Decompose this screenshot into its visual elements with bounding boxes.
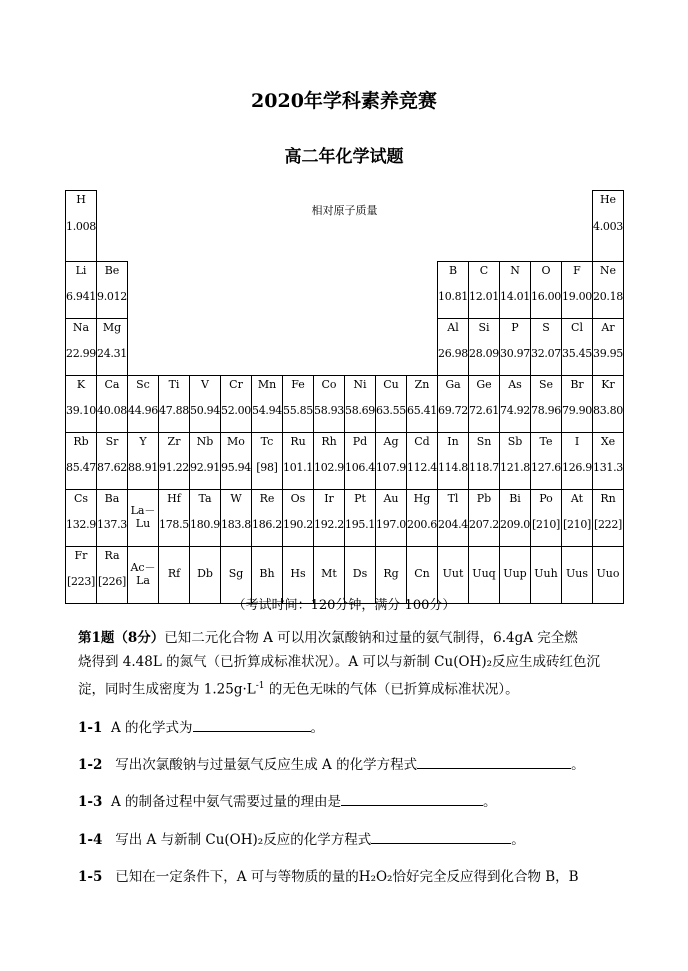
element-mass: 12.01 <box>469 290 499 304</box>
subquestion-1-4 <box>78 828 638 848</box>
element-mass: 131.3 <box>593 461 623 475</box>
element-symbol: Na <box>72 320 90 334</box>
subquestion-text: 写出次氯酸钠与过量氨气反应生成 A 的化学方程式 <box>115 757 418 773</box>
element-symbol: O <box>541 263 551 277</box>
element-mass: 26.98 <box>438 347 468 361</box>
element-symbol: Zn <box>414 377 430 391</box>
element-cell <box>128 489 159 546</box>
element-mass: 55.85 <box>283 404 313 418</box>
element-symbol: Cr <box>229 377 243 391</box>
element-symbol: In <box>447 434 459 448</box>
element-symbol: Rh <box>321 434 337 448</box>
element-symbol: Au <box>383 491 399 505</box>
element-symbol: Mo <box>227 434 245 448</box>
element-cell <box>531 432 562 489</box>
element-mass: 14.01 <box>500 290 530 304</box>
element-cell <box>438 432 469 489</box>
element-cell <box>500 261 531 318</box>
periodic-table <box>65 190 624 604</box>
answer-blank[interactable] <box>371 829 511 844</box>
element-symbol: Rn <box>600 491 616 505</box>
element-symbol: Tc <box>260 434 274 448</box>
element-cell <box>531 318 562 375</box>
element-symbol: Hf <box>167 491 181 505</box>
element-symbol: Uuh <box>534 567 558 581</box>
element-mass: 87.62 <box>97 461 127 475</box>
element-symbol: Hg <box>413 491 431 505</box>
element-symbol: H <box>76 193 86 206</box>
element-mass: [223] <box>66 575 96 589</box>
element-symbol: Db <box>197 567 213 581</box>
element-mass: 178.5 <box>159 518 189 532</box>
element-cell <box>593 191 624 262</box>
element-symbol: Ru <box>290 434 306 448</box>
element-symbol: Cs <box>73 491 89 505</box>
element-cell <box>593 432 624 489</box>
element-symbol: Mn <box>257 377 277 391</box>
element-symbol: La－Lu <box>130 503 156 530</box>
element-mass: 126.9 <box>562 461 592 475</box>
element-cell <box>562 489 593 546</box>
element-mass: 204.4 <box>438 518 468 532</box>
element-cell <box>469 432 500 489</box>
element-cell <box>376 489 407 546</box>
element-cell <box>407 375 438 432</box>
element-symbol: Si <box>478 320 490 334</box>
element-cell <box>66 261 97 318</box>
element-symbol: Xe <box>600 434 616 448</box>
element-mass: [222] <box>593 518 623 532</box>
element-cell <box>97 432 128 489</box>
element-symbol: Sc <box>136 377 150 391</box>
element-cell <box>562 375 593 432</box>
element-mass: [98] <box>256 461 278 475</box>
element-symbol: Ta <box>198 491 212 505</box>
element-mass: 28.09 <box>469 347 499 361</box>
element-cell <box>531 375 562 432</box>
element-cell <box>283 489 314 546</box>
element-cell <box>438 375 469 432</box>
question-1-line3a: 淀，同时生成密度为 1.25g·L <box>78 681 256 698</box>
element-cell <box>252 375 283 432</box>
element-symbol: Sg <box>228 567 244 581</box>
element-mass: 112.4 <box>407 461 437 475</box>
element-mass: 200.6 <box>407 518 437 532</box>
element-cell <box>190 489 221 546</box>
question-1-label: 第1题（8分） <box>78 630 165 646</box>
answer-blank[interactable] <box>417 754 571 769</box>
element-symbol: Fe <box>291 377 305 391</box>
subquestion-text: A 的化学式为 <box>110 720 193 736</box>
element-symbol: Li <box>75 263 87 277</box>
element-symbol: Fr <box>74 548 88 562</box>
subquestion-number: 1-2 <box>78 757 103 773</box>
element-symbol: Pb <box>476 491 492 505</box>
element-symbol: Ar <box>601 320 615 334</box>
element-symbol: C <box>479 263 489 277</box>
element-symbol: Cu <box>383 377 399 391</box>
element-symbol: Uut <box>442 567 464 581</box>
answer-blank[interactable] <box>193 717 311 732</box>
element-mass: 91.22 <box>159 461 189 475</box>
element-mass: 52.00 <box>221 404 251 418</box>
element-cell <box>531 261 562 318</box>
element-mass: [210] <box>562 518 592 532</box>
element-symbol: Os <box>290 491 306 505</box>
element-symbol: Tl <box>447 491 459 505</box>
subquestion-1-5 <box>78 865 638 885</box>
element-mass: 74.92 <box>500 404 530 418</box>
element-cell <box>500 318 531 375</box>
element-cell <box>221 489 252 546</box>
question-1-line2: 烧得到 4.48L 的氮气（已折算成标准状况）。A 可以与新制 Cu(OH)₂反应生成砖红色沉 <box>78 654 600 670</box>
element-cell <box>500 432 531 489</box>
element-mass: 40.08 <box>97 404 127 418</box>
subquestion-number: 1-4 <box>78 832 103 848</box>
element-symbol: Y <box>139 434 147 448</box>
element-cell <box>159 432 190 489</box>
element-mass: 20.18 <box>593 290 623 304</box>
element-mass: 92.91 <box>190 461 220 475</box>
element-mass: 47.88 <box>159 404 189 418</box>
element-mass: 30.97 <box>500 347 530 361</box>
element-symbol: Ne <box>599 263 617 277</box>
element-symbol: N <box>510 263 520 277</box>
element-cell <box>252 489 283 546</box>
element-mass: 195.1 <box>345 518 375 532</box>
element-symbol: B <box>448 263 458 277</box>
exam-note: （考试时间：120分钟，满分 100分） <box>232 598 456 613</box>
element-mass: 58.69 <box>345 404 375 418</box>
element-mass: 180.9 <box>190 518 220 532</box>
question-1-line3-sup: -1 <box>255 681 265 691</box>
element-mass: 10.81 <box>438 290 468 304</box>
element-symbol: Uuq <box>472 567 496 581</box>
element-cell <box>97 318 128 375</box>
element-cell <box>562 432 593 489</box>
question-1-line3b: 的无色无味的气体（已折算成标准状况）。 <box>264 681 519 698</box>
subquestion-number: 1-5 <box>78 869 103 885</box>
element-mass: 39.10 <box>66 404 96 418</box>
element-symbol: Rg <box>383 567 399 581</box>
empty-cell <box>128 261 438 318</box>
element-symbol: Be <box>104 263 120 277</box>
element-symbol: Pd <box>352 434 368 448</box>
element-symbol: Bh <box>259 567 275 581</box>
element-mass: 44.96 <box>128 404 158 418</box>
element-mass: 69.72 <box>438 404 468 418</box>
element-mass: 24.31 <box>97 347 127 361</box>
element-mass: 190.2 <box>283 518 313 532</box>
element-symbol: Ti <box>168 377 180 391</box>
element-mass: 50.94 <box>190 404 220 418</box>
subquestion-end: 。 <box>310 720 325 736</box>
element-mass: 209.0 <box>500 518 530 532</box>
element-cell <box>66 318 97 375</box>
element-mass: 78.96 <box>531 404 561 418</box>
element-symbol: Pt <box>354 491 366 505</box>
element-mass: 107.9 <box>376 461 406 475</box>
element-symbol: V <box>201 377 209 391</box>
element-cell <box>438 489 469 546</box>
element-symbol: Ba <box>104 491 120 505</box>
element-mass: 183.8 <box>221 518 251 532</box>
element-mass: 102.9 <box>314 461 344 475</box>
element-symbol: Ca <box>104 377 120 391</box>
element-symbol: Uup <box>503 567 527 581</box>
table-header: 相对原子质量 <box>311 203 378 217</box>
element-cell <box>345 489 376 546</box>
element-cell <box>221 432 252 489</box>
element-mass: 79.90 <box>562 404 592 418</box>
element-mass: 207.2 <box>469 518 499 532</box>
subquestion-end: 。 <box>571 757 585 773</box>
element-cell <box>128 375 159 432</box>
element-symbol: Ac－La <box>130 560 156 587</box>
element-symbol: K <box>76 377 86 391</box>
element-symbol: Ds <box>352 567 368 581</box>
element-symbol: W <box>230 491 242 505</box>
element-mass: 101.1 <box>283 461 313 475</box>
element-cell <box>190 432 221 489</box>
empty-cell <box>128 318 438 375</box>
element-symbol: Ga <box>445 377 461 391</box>
element-mass: 85.47 <box>66 461 96 475</box>
element-symbol: Nb <box>196 434 214 448</box>
exam-title: 2020年学科素养竞赛 <box>251 90 437 112</box>
element-symbol: Br <box>570 377 584 391</box>
element-cell <box>469 318 500 375</box>
element-cell <box>283 375 314 432</box>
element-mass: 39.95 <box>593 347 623 361</box>
element-mass: 19.00 <box>562 290 592 304</box>
element-symbol: Sr <box>105 434 119 448</box>
element-cell <box>469 261 500 318</box>
element-symbol: Cd <box>414 434 430 448</box>
element-mass: 197.0 <box>376 518 406 532</box>
element-mass: [210] <box>531 518 561 532</box>
element-symbol: Ge <box>476 377 492 391</box>
element-symbol: Re <box>259 491 275 505</box>
answer-blank[interactable] <box>341 791 483 806</box>
element-symbol: Kr <box>601 377 615 391</box>
element-cell <box>159 489 190 546</box>
element-symbol: Ir <box>324 491 334 505</box>
element-mass: 72.61 <box>469 404 499 418</box>
element-mass: 83.80 <box>593 404 623 418</box>
element-symbol: Cn <box>414 567 430 581</box>
element-cell <box>531 489 562 546</box>
element-cell <box>283 432 314 489</box>
element-cell <box>345 432 376 489</box>
element-symbol: Rf <box>167 567 181 581</box>
subquestion-text: 写出 A 与新制 Cu(OH)₂反应的化学方程式 <box>115 832 372 848</box>
subquestion-text: A 的制备过程中氨气需要过量的理由是 <box>110 794 342 810</box>
element-cell <box>314 489 345 546</box>
element-symbol: F <box>573 263 581 277</box>
element-symbol: Po <box>539 491 553 505</box>
element-symbol: Ra <box>104 548 120 562</box>
element-mass: 95.94 <box>221 461 251 475</box>
element-mass: [226] <box>97 575 127 589</box>
element-symbol: He <box>599 193 617 206</box>
subquestion-text: 已知在一定条件下，A 可与等物质的量的H₂O₂恰好完全反应得到化合物 B，B <box>115 869 579 885</box>
element-mass: 192.2 <box>314 518 344 532</box>
element-cell <box>562 261 593 318</box>
element-cell <box>562 318 593 375</box>
element-cell <box>159 375 190 432</box>
element-symbol: I <box>574 434 580 448</box>
element-cell <box>407 489 438 546</box>
element-cell <box>252 432 283 489</box>
element-mass: 88.91 <box>128 461 158 475</box>
element-symbol: Ag <box>383 434 399 448</box>
question-1-line1: 已知二元化合物 A 可以用次氯酸钠和过量的氨气制得，6.4gA 完全燃 <box>164 630 578 646</box>
element-mass: 6.941 <box>66 290 96 304</box>
element-mass: 137.3 <box>97 518 127 532</box>
element-cell <box>469 375 500 432</box>
element-mass: 4.003 <box>593 219 623 233</box>
element-cell <box>221 375 252 432</box>
element-symbol: Uuo <box>596 567 620 581</box>
element-mass: 65.41 <box>407 404 437 418</box>
element-mass: 127.6 <box>531 461 561 475</box>
element-mass: 114.8 <box>438 461 468 475</box>
element-mass: 32.07 <box>531 347 561 361</box>
element-symbol: Se <box>538 377 554 391</box>
element-cell <box>438 261 469 318</box>
element-symbol: Uus <box>566 567 588 581</box>
question-1 <box>78 626 618 702</box>
element-mass: 106.4 <box>345 461 375 475</box>
element-symbol: P <box>511 320 519 334</box>
element-symbol: S <box>542 320 550 334</box>
element-mass: 186.2 <box>252 518 282 532</box>
element-symbol: Sn <box>476 434 492 448</box>
element-symbol: Hs <box>290 567 306 581</box>
subquestion-1-1 <box>78 716 638 736</box>
element-cell <box>66 432 97 489</box>
element-mass: 22.99 <box>66 347 96 361</box>
element-mass: 54.94 <box>252 404 282 418</box>
element-symbol: At <box>570 491 584 505</box>
subquestion-number: 1-1 <box>78 720 103 736</box>
exam-subtitle: 高二年化学试题 <box>284 147 404 167</box>
subquestion-1-3 <box>78 790 638 810</box>
element-cell <box>314 432 345 489</box>
element-cell <box>97 261 128 318</box>
element-mass: 63.55 <box>376 404 406 418</box>
element-symbol: Al <box>447 320 459 334</box>
element-symbol: Bi <box>509 491 521 505</box>
element-symbol: Mt <box>321 567 337 581</box>
element-symbol: Te <box>539 434 553 448</box>
element-mass: 121.8 <box>500 461 530 475</box>
element-mass: 58.93 <box>314 404 344 418</box>
element-cell <box>593 318 624 375</box>
element-symbol: Zr <box>167 434 181 448</box>
element-symbol: Mg <box>102 320 122 334</box>
element-symbol: Ni <box>353 377 367 391</box>
element-cell <box>593 261 624 318</box>
element-cell <box>376 375 407 432</box>
subquestion-number: 1-3 <box>78 794 103 810</box>
element-cell <box>593 375 624 432</box>
element-mass: 118.7 <box>469 461 499 475</box>
element-cell <box>345 375 376 432</box>
subquestion-end: 。 <box>511 832 525 848</box>
element-cell <box>190 375 221 432</box>
element-cell <box>66 375 97 432</box>
element-cell <box>500 375 531 432</box>
element-cell <box>66 191 97 262</box>
element-symbol: Co <box>321 377 337 391</box>
element-symbol: Cl <box>571 320 583 334</box>
element-symbol: Sb <box>507 434 523 448</box>
element-cell <box>66 489 97 546</box>
element-cell <box>314 375 345 432</box>
element-cell <box>376 432 407 489</box>
element-cell <box>97 375 128 432</box>
element-mass: 9.012 <box>97 290 127 304</box>
subquestion-1-2 <box>78 753 638 773</box>
element-cell <box>500 489 531 546</box>
element-cell <box>593 489 624 546</box>
element-cell <box>407 432 438 489</box>
element-mass: 132.9 <box>66 518 96 532</box>
element-cell <box>438 318 469 375</box>
element-cell <box>128 432 159 489</box>
element-cell <box>469 489 500 546</box>
element-mass: 1.008 <box>66 219 96 233</box>
element-mass: 35.45 <box>562 347 592 361</box>
element-symbol: Rb <box>73 434 89 448</box>
element-symbol: As <box>508 377 522 391</box>
subquestion-end: 。 <box>483 794 497 810</box>
element-cell <box>97 489 128 546</box>
element-mass: 16.00 <box>531 290 561 304</box>
